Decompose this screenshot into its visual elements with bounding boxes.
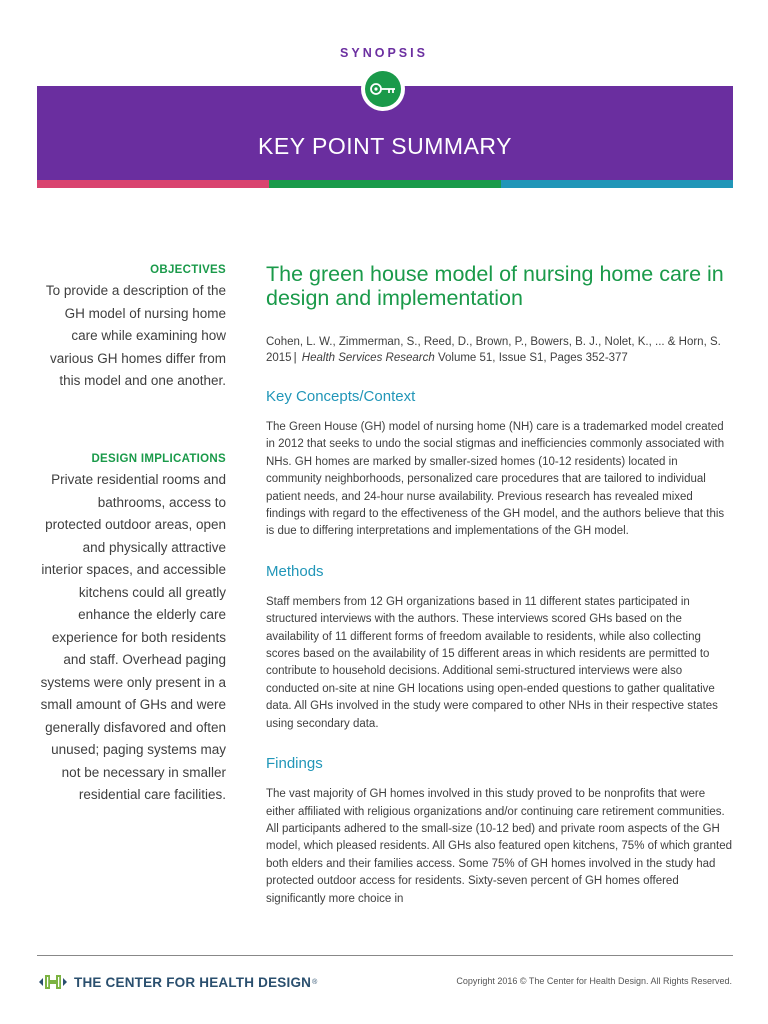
stripe-green — [269, 180, 501, 188]
footer-divider — [37, 955, 733, 956]
article-title: The green house model of nursing home care in design and implementation — [266, 262, 724, 310]
page-title: KEY POINT SUMMARY — [258, 133, 512, 159]
chd-logo-icon — [38, 973, 68, 991]
stripe-teal — [501, 180, 733, 188]
synopsis-label: SYNOPSIS — [340, 46, 428, 60]
key-concepts-text: The Green House (GH) model of nursing home (NH) care is a trademarked model created in 2012 that seeks to undo the social stigmas and inefficiencies commonly associated with NHs. GH homes are marked by smaller-sized homes (10-12 residents) located in community neighborhoods, personalized care procedures that are tailored to individual patient needs, and 24-hour nurse availability. Previous research has revealed mixed findings with regard to the effectiveness of the GH model, and the authors believe that this is due to differing interpretations and implementations of the GH model. — [266, 421, 725, 538]
center-for-health-design-logo[interactable] — [38, 973, 317, 991]
design-implications-block — [40, 453, 226, 807]
objectives-block — [40, 264, 226, 393]
citation-separator: | — [293, 352, 297, 364]
findings-heading: Findings — [266, 755, 323, 773]
design-implications-heading: DESIGN IMPLICATIONS — [91, 453, 226, 465]
findings-text: The vast majority of GH homes involved in this study proved to be nonprofits that were either affiliated with religious organizations and/or continuing care retirement communities. All participants adhered to the small-size (10-12 bed) and private room aspects of the GH model, which pleased residents. All GHs also featured open kitchens, 75% of which granted both elders and their families access. Some 75% of GH homes involved in the study had protected outdoor access for residents. Sixty-seven percent of GH homes offered significantly more choice in — [266, 788, 733, 905]
stripe-pink — [37, 180, 269, 188]
citation-authors: Cohen, L. W., Zimmerman, S., Reed, D., Brown, P., Bowers, B. J., Nolet, K., ... & Horn, S. 2015 — [266, 336, 721, 364]
citation-volume: Volume 51, Issue S1, Pages 352-377 — [437, 352, 628, 364]
methods-text: Staff members from 12 GH organizations based in 11 different states participated in structured interviews with the authors. These interviews scored GHs based on the availability of 11 different forms of freedom available to residents, while also collecting scores based on the availability of 15 different areas in which residents are permitted to contribute to household decisions. Additional semi-structured interviews were also conducted on-site at nine GH locations using open-ended questions to gather qualitative data. All GHs involved in the study were compared to other NHs in their respective states using secondary data. — [266, 595, 718, 730]
citation — [266, 334, 732, 366]
objectives-text: To provide a description of the GH model of nursing home care while examining how various GH homes differ from this model and one another. — [45, 283, 226, 388]
objectives-heading: OBJECTIVES — [150, 264, 226, 276]
logo-registered-mark: ® — [312, 978, 318, 986]
key-icon — [369, 81, 397, 97]
citation-journal: Health Services Research — [301, 352, 435, 364]
key-concepts-heading: Key Concepts/Context — [266, 388, 416, 405]
logo-text: THE CENTER FOR HEALTH DESIGN — [74, 974, 312, 990]
key-badge — [361, 67, 405, 111]
design-implications-text: Private residential rooms and bathrooms, access to protected outdoor areas, open and physically attractive interior spaces, and accessible kitchens could all greatly enhance the elderly care experience for both residents and staff. Overhead paging systems were only present in a small amount of GHs and were generally disfavored and often unused; paging systems may not be necessary in smaller residential care facilities. — [40, 472, 226, 802]
methods-heading: Methods — [266, 562, 324, 580]
copyright: Copyright 2016 © The Center for Health Design. All Rights Reserved. — [456, 976, 732, 986]
article-body — [266, 262, 732, 908]
